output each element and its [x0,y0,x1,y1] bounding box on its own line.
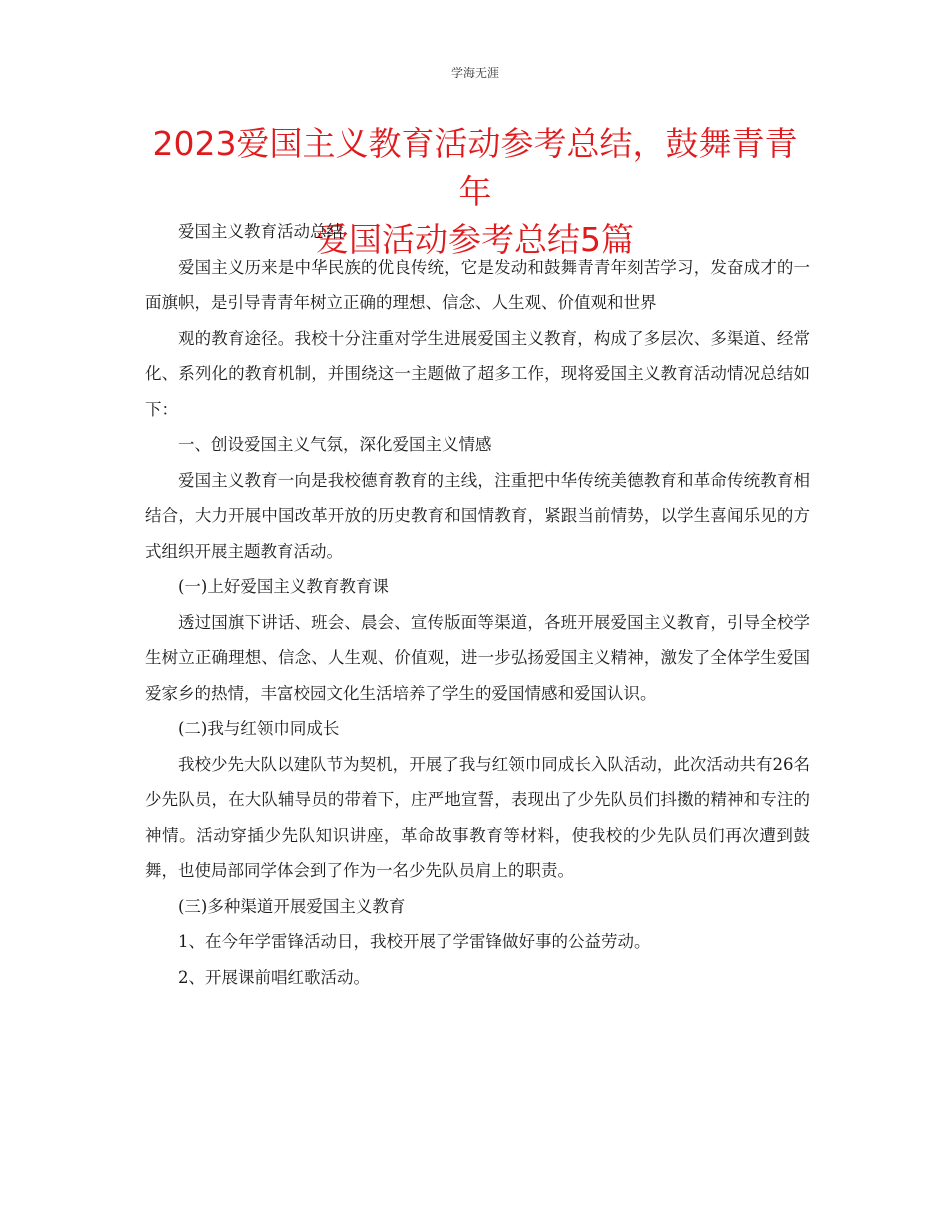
paragraph: 爱国主义教育一向是我校德育教育的主线，注重把中华传统美德教育和革命传统教育相结合，大力开展中国改革开放的历史教育和国情教育，紧跟当前情势，以学生喜闻乐见的方式组织开展主题教育活动。 [145,470,810,561]
list-item: 1、在今年学雷锋活动日，我校开展了学雷锋做好事的公益劳动。 [178,932,651,951]
paragraph: 爱国主义历来是中华民族的优良传统，它是发动和鼓舞青青年刻苦学习，发奋成才的一面旗帜，是引导青青年树立正确的理想、信念、人生观、价值观和世界 [145,257,810,312]
subsection-heading: (三)多种渠道开展爱国主义教育 [178,896,406,916]
section-heading: 爱国主义教育活动总结 [178,222,343,241]
section-heading: 一、创设爱国主义气氛，深化爱国主义情感 [178,435,492,454]
title-line-2: 爱国活动参考总结5篇 [316,220,634,259]
paragraph: 透过国旗下讲话、班会、晨会、宣传版面等渠道，各班开展爱国主义教育，引导全校学生树立正确理想、信念、人生观、价值观，进一步弘扬爱国主义精神，激发了全体学生爱国爱家乡的热情，丰富校园文化生活培养了学生的爱国情感和爱国认识。 [145,612,810,703]
title-line-1: 2023爱国主义教育活动参考总结，鼓舞青青年 [152,124,798,211]
paragraph: 我校少先大队以建队节为契机，开展了我与红领巾同成长入队活动，此次活动共有26名少先队员，在大队辅导员的带着下，庄严地宣誓，表现出了少先队员们抖擞的精神和专注的神情。活动穿插少先队知识讲座，革命故事教育等材料，使我校的少先队员们再次遭到鼓舞，也使局部同学体会到了作为一名少先队员肩上的职责。 [145,754,810,880]
subsection-heading: (二)我与红领巾同成长 [178,719,340,738]
document-body [145,214,810,995]
paragraph: 观的教育途径。我校十分注重对学生进展爱国主义教育，构成了多层次、多渠道、经常化、系列化的教育机制，并围绕这一主题做了超多工作，现将爱国主义教育活动情况总结如下： [145,328,810,419]
list-item: 2、开展课前唱红歌活动。 [178,967,370,987]
page-header: 学海无涯 [450,66,499,80]
subsection-heading: (一)上好爱国主义教育教育课 [178,577,389,596]
